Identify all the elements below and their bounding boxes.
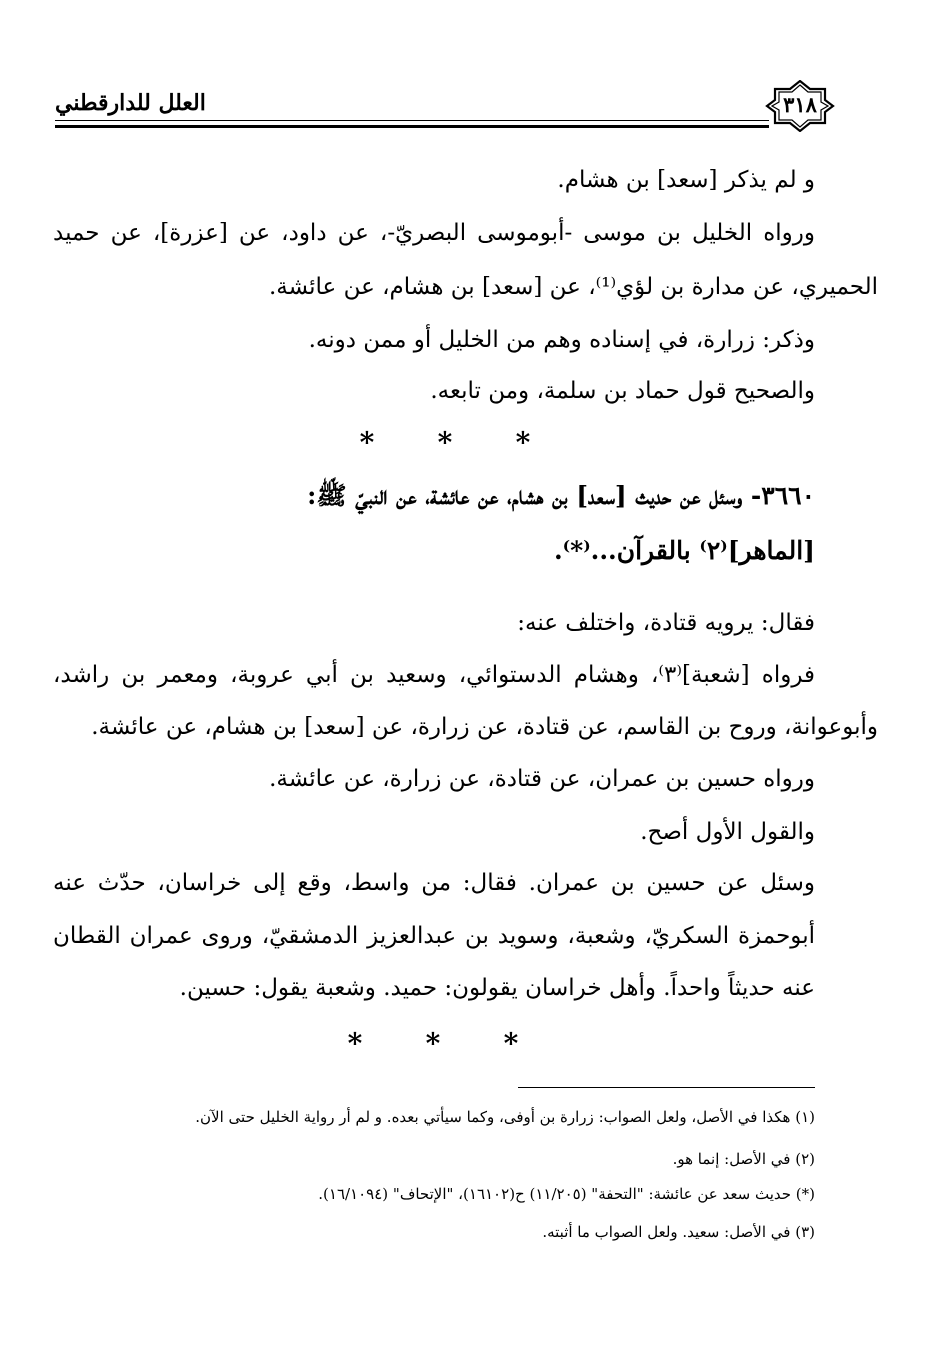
- page-number: ٣١٨: [783, 92, 817, 117]
- page-number-badge: [765, 80, 835, 132]
- paragraph-line: الحميري، عن مدارة بن لؤي⁽¹⁾، عن [سعد] بن هشام، عن عائشة.: [268, 274, 878, 300]
- footnote: (١) هكذا في الأصل، ولعل الصواب: زرارة بن أوفى، وكما سيأتي بعده. و لم أر رواية الخليل حتى الآن.: [195, 1108, 815, 1126]
- paragraph-line: وأبوعوانة، وروح بن القاسم، عن قتادة، عن زرارة، عن [سعد] بن هشام، عن عائشة.: [91, 714, 878, 740]
- paragraph-line: وذكر: زرارة، في إسناده وهم من الخليل أو ممن دونه.: [308, 327, 815, 353]
- header-rule-thick: [55, 125, 769, 128]
- paragraph-line: و لم يذكر [سعد] بن هشام.: [557, 167, 815, 193]
- paragraph-line: والقول الأول أصح.: [640, 819, 815, 845]
- footnote: (*) حديث سعد عن عائشة: "التحفة" (١١/٢٠٥) ح(١٦١٠٢)، "الإتحاف" (١٦/١٠٩٤).: [318, 1185, 815, 1203]
- paragraph-line: والصحيح قول حماد بن سلمة، ومن تابعه.: [430, 378, 815, 404]
- paragraph-line: فرواه [شعبة]⁽٣⁾، وهشام الدستوائي، وسعيد بن أبي عروبة، ومعمر بن راشد،: [53, 662, 815, 688]
- running-header: [55, 80, 835, 132]
- paragraph-line: فقال: يرويه قتادة، واختلف عنه:: [517, 610, 815, 636]
- entry-heading: [الماهر]⁽٢⁾ بالقرآن...⁽*⁾.: [553, 536, 815, 565]
- paragraph-line: عنه حديثاً واحداً. وأهل خراسان يقولون: حميد. وشعبة يقول: حسين.: [179, 975, 815, 1001]
- section-divider-stars: ***: [359, 426, 531, 459]
- paragraph-line: ورواه الخليل بن موسى -أبوموسى البصريّ-، عن داود، عن [عزرة]، عن حميد: [53, 220, 815, 246]
- paragraph-line: وسئل عن حسين بن عمران. فقال: من واسط، وقع إلى خراسان، حدّث عنه: [53, 870, 815, 896]
- book-title: العلل للدارقطني: [55, 90, 206, 116]
- paragraph-line: أبوحمزة السكريّ، وشعبة، وسويد بن عبدالعزيز الدمشقيّ، وروى عمران القطان: [53, 923, 815, 949]
- footnote-separator: [518, 1087, 815, 1088]
- section-divider-stars: ***: [347, 1027, 519, 1060]
- paragraph-line: ورواه حسين بن عمران، عن قتادة، عن زرارة، عن عائشة.: [269, 766, 815, 792]
- header-rule: [55, 120, 769, 121]
- entry-heading: ٣٦٦٠- وسئل عن حديث [سعد] بن هشام، عن عائشة، عن النبيّ ﷺ:: [307, 481, 815, 510]
- footnote: (٢) في الأصل: إنما هو.: [672, 1150, 815, 1168]
- footnote: (٣) في الأصل: سعيد. ولعل الصواب ما أثبته.: [542, 1223, 815, 1241]
